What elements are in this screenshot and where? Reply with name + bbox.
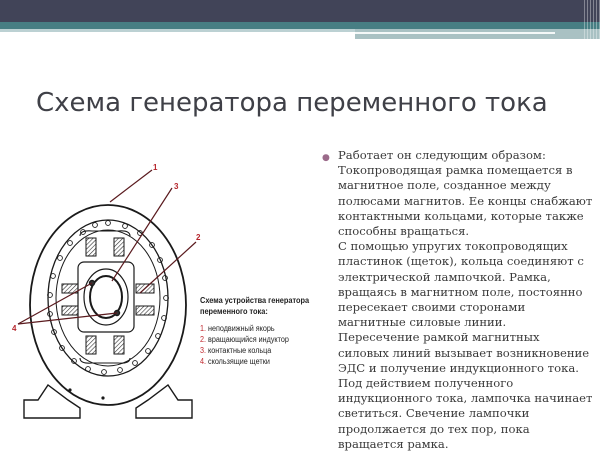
legend-item: [200, 334, 309, 345]
legend-item-number: 4.: [200, 357, 207, 366]
bullet-block: [322, 148, 597, 452]
slide-title: Схема генератора переменного тока: [36, 88, 548, 118]
legend-item-label: неподвижный якорь: [206, 324, 275, 333]
legend-item: [200, 345, 309, 356]
header-band-notch: [484, 39, 589, 44]
text-line: полюсами магнитов. Ее концы снабжают: [338, 193, 593, 208]
text-line: контактными кольцами, которые также: [338, 208, 584, 223]
legend-item-number: 2.: [200, 335, 207, 344]
text-line: силовых линий вызывает возникновение: [338, 345, 590, 360]
legend-item: [200, 356, 309, 367]
callout-1: 1: [153, 163, 158, 172]
bullet-text: [338, 148, 597, 452]
text-line: магнитные силовые линии.: [338, 315, 507, 330]
legend-item-number: 3.: [200, 346, 207, 355]
diagram-legend: [200, 295, 321, 367]
legend-item-label: скользящие щетки: [206, 357, 270, 366]
legend-title-line1: Схема устройства генератора: [200, 296, 310, 305]
callout-3: 3: [174, 182, 179, 191]
header-accent-line: [355, 32, 555, 34]
legend-item-label: вращающийся индуктор: [206, 335, 289, 344]
legend-item-number: 1.: [200, 324, 207, 333]
text-line: электрической лампочкой. Рамка,: [338, 269, 551, 284]
text-line: вращается рамка.: [338, 436, 449, 451]
callout-4: 4: [12, 324, 17, 333]
legend-item: [200, 323, 309, 334]
text-line: Работает он следующим образом:: [338, 148, 546, 162]
bullet-dot-icon: ●: [322, 153, 330, 163]
text-line: Токопроводящая рамка помещается в: [338, 163, 573, 178]
legend-item-label: контактные кольца: [206, 346, 272, 355]
text-line: продолжается до тех пор, пока: [338, 421, 530, 436]
header-stripes: [584, 0, 600, 45]
legend-title-line2: переменного тока:: [200, 307, 268, 316]
text-line: способны вращаться.: [338, 224, 470, 239]
text-line: вращаясь в магнитном поле, постоянно: [338, 284, 583, 299]
text-line: ЭДС и получение индукционного тока.: [338, 360, 579, 375]
legend-list: [200, 323, 321, 367]
text-line: С помощью упругих токопроводящих: [338, 239, 568, 254]
header-band-dark: [0, 0, 600, 22]
generator-diagram: [0, 155, 310, 425]
callout-2: 2: [196, 233, 201, 242]
text-line: Пересечение рамкой магнитных: [338, 330, 540, 345]
text-line: индукционного тока, лампочка начинает: [338, 391, 593, 406]
text-line: магнитное поле, созданное между: [338, 178, 551, 193]
header-band-right: [355, 29, 600, 39]
text-line: пластинок (щеток), кольца соединяют с: [338, 254, 584, 269]
text-line: Под действием полученного: [338, 376, 514, 391]
header-band-light: [0, 29, 355, 32]
text-line: пересекает своими сторонами: [338, 300, 526, 315]
generator-drawing: [0, 155, 310, 425]
header-band-teal: [0, 22, 600, 29]
text-line: светиться. Свечение лампочки: [338, 406, 530, 421]
